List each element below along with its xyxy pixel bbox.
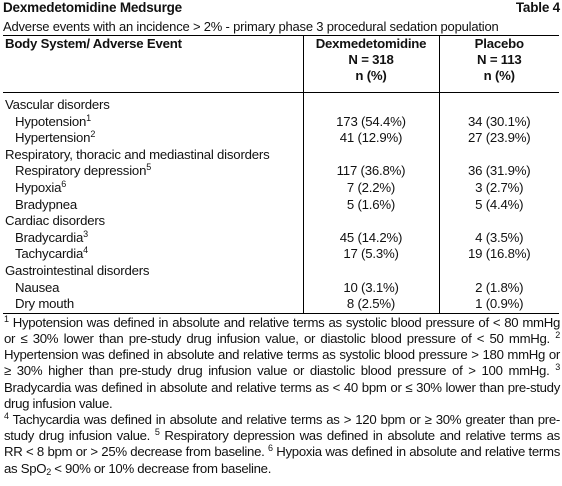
group-row bbox=[3, 213, 559, 230]
dex-value: 41 (12.9%) bbox=[303, 130, 439, 147]
dex-value: 173 (54.4%) bbox=[303, 114, 439, 131]
header-placebo-n: N = 113 bbox=[477, 52, 522, 67]
table-row bbox=[3, 197, 559, 214]
footnote-ref: 4 bbox=[83, 245, 88, 256]
event-name: Tachycardia$^4$ bbox=[3, 246, 303, 263]
event-name: Hypoxia$^6$ bbox=[3, 180, 303, 197]
footnote-5: $^5$ Respiratory depression was defined in absolute and relative terms as RR < 8 bpm or > 25% decrease from baseline. bbox=[4, 427, 560, 460]
footnote-ref: 6 bbox=[61, 178, 67, 189]
placebo-value: 36 (31.9%) bbox=[467, 163, 531, 179]
footnote-1: $^1$ Hypotension was defined in absolute and relative terms as systolic blood pressure of < 80 mmHg or ≤ 30% lower than pre-study drug infusion value, or diastolic blood pressure of < 50 mmHg. bbox=[4, 313, 560, 346]
group-row bbox=[3, 97, 559, 114]
footnote-6: $^6$ Hypoxia was defined in absolute and relative terms as SpO$_2$ < 90% or 10% decrease from baseline. bbox=[4, 443, 560, 477]
placebo-value: 27 (23.9%) bbox=[467, 130, 531, 146]
table-row bbox=[3, 114, 559, 131]
dex-value: 45 (14.2%) bbox=[303, 230, 439, 247]
dex-value: 7 (2.2%) bbox=[303, 180, 439, 197]
header-drug-n: N = 318 bbox=[348, 52, 394, 67]
event-name: Bradypnea bbox=[3, 197, 303, 214]
table-row bbox=[3, 280, 559, 297]
dex-value: 5 (1.6%) bbox=[303, 197, 439, 214]
placebo-value: 5 (4.4%) bbox=[475, 196, 524, 212]
dex-value: 8 (2.5%) bbox=[303, 296, 439, 313]
table-subtitle: Adverse events with an incidence > 2% - primary phase 3 procedural sedation population bbox=[3, 19, 499, 34]
header-event: Body System/ Adverse Event bbox=[3, 36, 303, 93]
title-bar bbox=[3, 0, 560, 18]
placebo-value: 34 (30.1%) bbox=[467, 113, 531, 129]
footnotes bbox=[3, 314, 560, 477]
group-name: Respiratory, thoracic and mediastinal disorders bbox=[3, 147, 303, 164]
table-body bbox=[3, 93, 559, 314]
dex-value: 10 (3.1%) bbox=[303, 280, 439, 297]
placebo-value: 19 (16.8%) bbox=[467, 246, 531, 262]
placebo-value: 1 (0.9%) bbox=[439, 296, 559, 313]
event-name: Bradycardia$^3$ bbox=[3, 230, 303, 247]
group-row bbox=[3, 263, 559, 280]
header-drug-name: Dexmedetomidine bbox=[315, 36, 427, 51]
event-name: Hypotension$^1$ bbox=[3, 114, 303, 131]
footnote-4: $^4$ Tachycardia was defined in absolute and relative terms as > 120 bpm or ≥ 30% greater than pre-study drug infusion value. bbox=[4, 410, 560, 444]
footnote-ref: 1 bbox=[86, 112, 91, 123]
footnote-ref: 2 bbox=[90, 129, 96, 140]
table-row bbox=[3, 296, 559, 313]
group-name: Cardiac disorders bbox=[3, 213, 303, 230]
table-row bbox=[3, 130, 559, 147]
group-row bbox=[3, 147, 559, 164]
table-row bbox=[3, 163, 559, 180]
event-name: Dry mouth bbox=[3, 296, 303, 313]
footnote-3: $^3$ Bradycardia was defined in absolute and relative terms as < 40 bpm or ≤ 30% lower than pre-study drug infusion value. bbox=[4, 362, 560, 411]
placebo-value: 4 (3.5%) bbox=[475, 229, 524, 245]
header-dexmedetomidine bbox=[303, 36, 439, 93]
event-name: Hypertension$^2$ bbox=[3, 130, 303, 147]
header-placebo-unit: n (%) bbox=[483, 68, 515, 83]
placebo-value: 2 (1.8%) bbox=[475, 279, 524, 295]
table-row bbox=[3, 230, 559, 247]
dex-value: 117 (36.8%) bbox=[303, 163, 439, 180]
footnote-ref: 3 bbox=[83, 228, 88, 239]
event-name: Respiratory depression$^5$ bbox=[3, 163, 303, 180]
event-name: Nausea bbox=[3, 280, 303, 297]
dex-value: 17 (5.3%) bbox=[303, 246, 439, 263]
header-placebo-name: Placebo bbox=[474, 36, 524, 51]
table-header-row bbox=[3, 36, 559, 93]
header-placebo bbox=[439, 36, 559, 93]
table-row bbox=[3, 180, 559, 197]
group-name: Vascular disorders bbox=[3, 97, 303, 114]
footnote-2: $^2$ Hypertension was defined in absolute and relative terms as systolic blood pressure > 180 mmHg or ≥ 30% higher than pre-study drug infusion value or diastolic blood pressure of > 100 mmHg. bbox=[4, 329, 560, 379]
adverse-events-table bbox=[3, 35, 559, 314]
table-label: Table 4 bbox=[515, 0, 560, 15]
table-row bbox=[3, 246, 559, 263]
footnote-ref: 5 bbox=[146, 162, 152, 173]
header-drug-unit: n (%) bbox=[355, 68, 387, 83]
document-title: Dexmedetomidine Medsurge bbox=[3, 0, 182, 15]
placebo-value: 3 (2.7%) bbox=[475, 179, 524, 195]
group-name: Gastrointestinal disorders bbox=[3, 263, 303, 280]
